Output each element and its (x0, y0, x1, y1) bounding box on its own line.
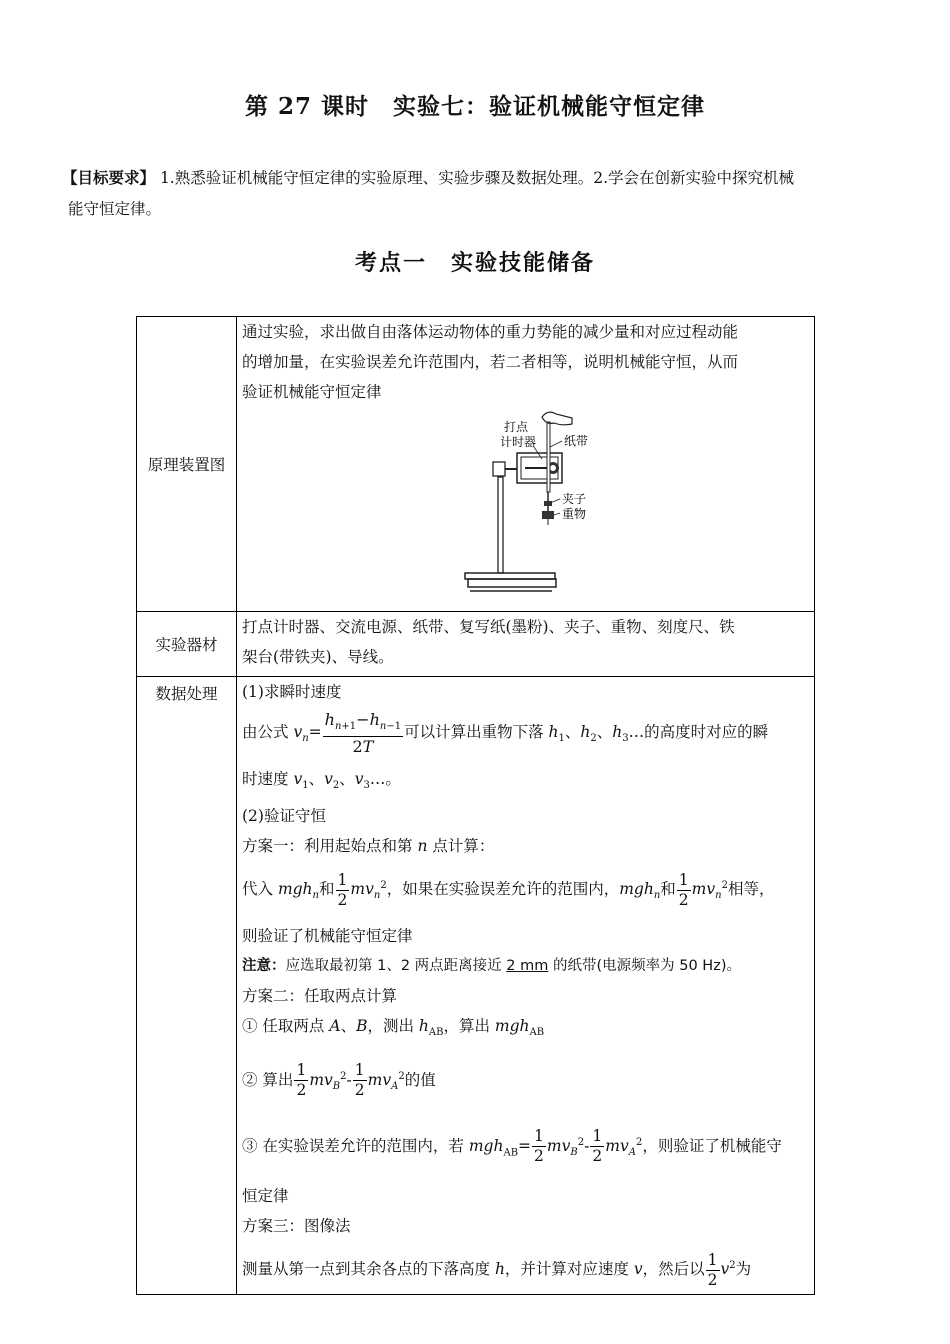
label-weight: 重物 (562, 507, 587, 521)
goal-paragraph (62, 162, 887, 225)
principle-content (237, 317, 815, 612)
row-label-principle (137, 317, 237, 612)
goal-line-2: 能守恒定律。 (68, 200, 162, 218)
plan2-step-1: ① 任取两点 A、B，测出 $h_{AB}$，算出 mgh$_{AB}$ (242, 1017, 545, 1039)
plan3-title: 方案三：图像法 (242, 1217, 351, 1236)
experiment-table (136, 316, 815, 1295)
goal-line-1: 1.熟悉验证机械能守恒定律的实验原理、实验步骤及数据处理。2.学会在创新实验中探究机械 (155, 169, 795, 187)
plan1-end: 则验证了机械能守恒定律 (242, 927, 413, 946)
data-content (237, 677, 815, 1295)
principle-line-3: 验证机械能守恒定律 (242, 383, 382, 401)
page-title: 第 27 课时 实验七：验证机械能守恒定律 (244, 93, 706, 120)
velocity-formula-line: 由公式 $v_n=$ $\frac{h_{n+1}-h_{n-1}}{2T}$ 可以计算出重物下落 $h_1$、$h_2$、$h_3\dots$的高度时对应的瞬 (242, 709, 769, 757)
goal-tag: 【目标要求】 (62, 168, 156, 187)
note-line: 注意：应选取最初第 1、2 两点距离接近 2 mm 的纸带(电源频率为 50 Hz)。 (242, 958, 741, 975)
row-label-data (137, 677, 237, 1295)
equipment-content (237, 612, 815, 677)
plan3-text: 测量从第一点到其余各点的下落高度 h，并计算对应速度 v，然后以 $\frac{1}{2}$ $v^2$为 (242, 1250, 752, 1289)
equipment-line-2: 架台(带铁夹)、导线。 (242, 648, 394, 666)
principle-line-1: 通过实验，求出做自由落体运动物体的重力势能的减少量和对应过程动能 (242, 323, 739, 341)
row-label-text: 数据处理 (155, 685, 218, 703)
plan1-title: 方案一：利用起始点和第 n 点计算： (242, 837, 495, 856)
step-verify-title: (2)验证守恒 (242, 807, 326, 826)
row-label-text: 实验器材 (155, 636, 218, 654)
label-tape: 纸带 (564, 434, 589, 448)
section-title: 考点一 实验技能储备 (354, 250, 595, 276)
label-timer-2: 计时器 (500, 435, 537, 449)
row-label-text: 原理装置图 (147, 456, 226, 474)
velocity-fraction: $\frac{h_{n+1}-h_{n-1}}{2T}$ (324, 709, 402, 757)
plan2-title: 方案二：任取两点计算 (242, 987, 398, 1006)
step-velocity-title: (1)求瞬时速度 (242, 683, 342, 701)
plan2-step-2: ② 算出 $\frac{1}{2}$ $mv_B^2-$ $\frac{1}{2}$ $mv_A^2$的值 (242, 1061, 436, 1100)
row-label-equipment (137, 612, 237, 677)
plan2-step-3-end: 恒定律 (242, 1187, 289, 1206)
label-timer-1: 打点 (504, 420, 529, 434)
velocity-line-2: 时速度 $v_1$、$v_2$、$v_3\dots$。 (242, 770, 401, 792)
principle-line-2: 的增加量，在实验误差允许范围内，若二者相等，说明机械能守恒，从而 (242, 353, 739, 371)
label-clip: 夹子 (562, 492, 587, 506)
equipment-line-1: 打点计时器、交流电源、纸带、复写纸(墨粉)、夹子、重物、刻度尺、铁 (242, 618, 735, 636)
apparatus-figure (242, 407, 817, 607)
plan2-step-3: ③ 在实验误差允许的范围内，若 mgh$_{AB}$= $\frac{1}{2}$ $mv_B^2-$ $\frac{1}{2}$ $mv_A^2$，则验证了机械能守 (242, 1127, 782, 1166)
plan1-formula-line: 代入 mgh$_n$和 $\frac{1}{2}$ $mv_n^2$，如果在实验误差允许的范围内，mgh$_n$和 $\frac{1}{2}$ $mv_n^2$相等， (242, 870, 775, 909)
